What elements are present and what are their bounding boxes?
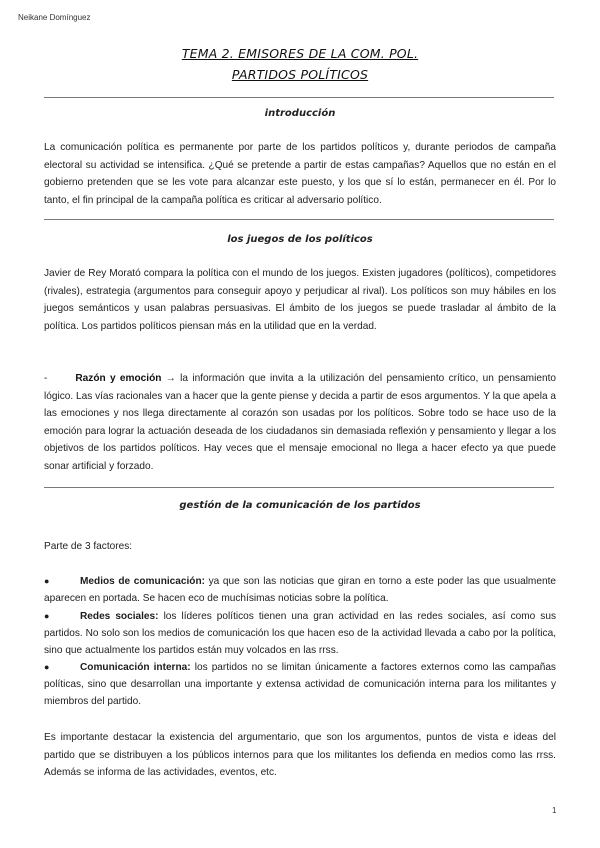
bullet-marker: ● [44, 611, 50, 621]
bullet-item-redes [44, 608, 556, 660]
bullet-item-medios [44, 573, 556, 607]
document-title-line-1: TEMA 2. EMISORES DE LA COM. POL. [181, 46, 419, 61]
bullet-item-comunicacion-interna [44, 659, 556, 711]
bullet-text: los partidos no se limitan únicamente a factores externos como las campañas políticas, sino que desarrollan una importante y extensa actividad de comunicación interna para los militantes y miembros del partido. [44, 662, 556, 708]
factors-intro: Parte de 3 factores: [44, 541, 133, 552]
juegos-paragraph: Javier de Rey Morató compara la política con el mundo de los juegos. Existen jugadores (políticos), competidores (rivales), estrategia (argumentos para conseguir apoyo y perjudicar al rival). Los políticos son muy hábiles en los juegos semánticos y usan palabras persuasivas. El ámbito de los juegos se puede trasladar al ámbito de la política. Los partidos políticos piensan más en la utilidad que en la verdad. [44, 268, 556, 332]
document-title-line-2: PARTIDOS POLÍTICOS [231, 67, 369, 82]
dash-item-term: Razón y emoción [75, 373, 162, 384]
bullet-term: Medios de comunicación: [80, 576, 205, 587]
author-name: Neikane Domínguez [18, 13, 91, 22]
dash-marker: - [44, 373, 48, 384]
bullet-text: los líderes políticos tienen una gran actividad en las redes sociales, así como sus partidos. No solo son los medios de comunicación los que hacen eso de la actividad llevada a cabo por la política, sino que actualmente los partidos están muy volcados en las rrss. [44, 611, 556, 657]
intro-paragraph: La comunicación política es permanente por parte de los partidos políticos y, durante periodos de campaña electoral su actividad se intensifica. ¿Qué se pretende a partir de estas campañas? Aquellos que no están en el gobierno pretenden que se les vote para alcanzar este puesto, y los que sí lo están, permanecer en él. Por lo tanto, el fin principal de la campaña política es criticar al adversario político. [44, 142, 556, 206]
section-divider [44, 487, 554, 488]
bullet-marker: ● [44, 576, 50, 586]
arrow-glyph: → [165, 373, 176, 384]
bullet-marker: ● [44, 662, 50, 672]
bullet-term: Redes sociales: [80, 611, 159, 622]
section-divider [44, 97, 554, 98]
section-divider [44, 219, 554, 220]
dash-item-text: la información que invita a la utilización del pensamiento crítico, un pensamiento lógico. Las vías racionales van a hacer que la gente piense y decida a partir de esos argumentos. Y la que apela a las emociones y nos llega directamente al corazón son usadas por los políticos. Sobre todo se hace uso de la emoción para lograr la actuación deseada de los ciudadanos sin demasiada reflexión y pensamiento y llegar a los objetivos de los partidos políticos. Hay veces que el mensaje emocional no llega a hacer efecto ya que puede sonar artificial y forzado. [44, 373, 556, 472]
section-heading-juegos: los juegos de los políticos [227, 234, 373, 245]
dash-list-item [44, 370, 556, 476]
section-heading-introduccion: introducción [264, 108, 336, 119]
section-heading-gestion: gestión de la comunicación de los partidos [179, 500, 421, 511]
bullet-term: Comunicación interna: [80, 662, 191, 673]
bullet-text: ya que son las noticias que giran en torno a este poder las que usualmente aparecen en portada. Se hacen eco de muchísimas noticias sobre la política. [44, 576, 556, 605]
closing-paragraph: Es importante destacar la existencia del argumentario, que son los argumentos, puntos de vista e ideas del partido que se distribuyen a los públicos internos para que los militantes los defienda en medios como las rrss. Además se informa de las actividades, eventos, etc. [44, 732, 556, 779]
page-number: 1 [552, 806, 557, 815]
